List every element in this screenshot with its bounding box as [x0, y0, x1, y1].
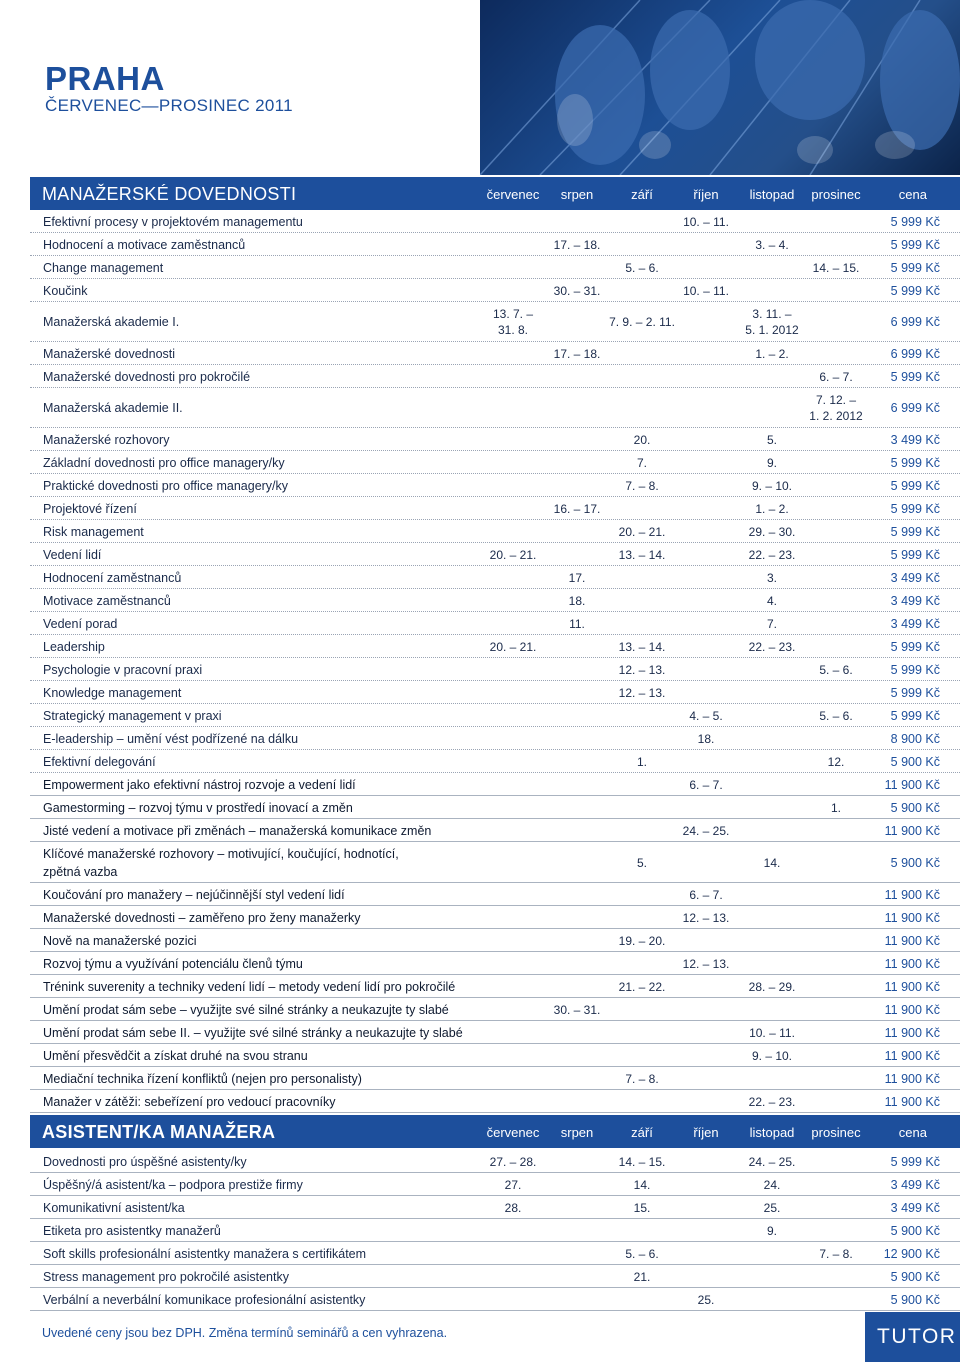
course-name: Leadership	[43, 639, 105, 654]
date-cell-srpen: 16. – 17.	[553, 501, 601, 516]
course-name: Soft skills profesionální asistentky manažera s certifikátem	[43, 1246, 367, 1261]
track-lines-graphic	[480, 0, 960, 175]
table-row	[30, 566, 960, 589]
date-cell-zari: 13. – 14.	[618, 547, 666, 562]
section-header-section1	[30, 177, 960, 210]
date-cell-srpen: 17. – 18.	[553, 346, 601, 361]
page-title: PRAHA	[45, 60, 165, 97]
date-cell-rijen: 25.	[697, 1292, 715, 1307]
date-cell-listopad: 1. – 2.	[755, 346, 789, 361]
date-cell-cervenec: 27.	[504, 1177, 522, 1192]
price-cell: 5 999 Kč	[890, 708, 940, 723]
price-cell: 3 499 Kč	[890, 593, 940, 608]
price-cell: 5 999 Kč	[890, 662, 940, 677]
table-row	[30, 1067, 960, 1090]
column-header: červenec	[486, 187, 540, 202]
footer-note: Uvedené ceny jsou bez DPH. Změna termínů seminářů a cen vyhrazena.	[42, 1326, 448, 1340]
date-cell-listopad: 14.	[763, 855, 781, 870]
price-cell: 3 499 Kč	[890, 570, 940, 585]
price-cell: 6 999 Kč	[890, 315, 940, 329]
course-name: Dovednosti pro úspěšné asistenty/ky	[43, 1154, 247, 1169]
header-photo-athletes	[480, 0, 960, 175]
date-cell-zari: 5.	[636, 855, 648, 870]
price-cell: 5 900 Kč	[890, 800, 940, 815]
table-row	[30, 1242, 960, 1265]
table-row	[30, 543, 960, 566]
date-cell-zari: 12. – 13.	[618, 685, 666, 700]
price-cell: 6 999 Kč	[890, 401, 940, 415]
course-name-line: Klíčové manažerské rozhovory – motivující, koučující, hodnotící,	[43, 847, 399, 861]
date-cell-zari: 5. – 6.	[625, 1246, 659, 1261]
column-header: listopad	[749, 1125, 795, 1140]
logo-text: TUTOR	[877, 1325, 957, 1348]
price-cell: 3 499 Kč	[890, 1177, 940, 1192]
course-name: Komunikativní asistent/ka	[43, 1200, 185, 1215]
date-line: 13. 7. –	[492, 307, 534, 321]
price-cell: 3 499 Kč	[890, 616, 940, 631]
table-row	[30, 210, 960, 233]
section-title: ASISTENT/KA MANAŽERA	[42, 1122, 276, 1142]
date-cell-rijen: 24. – 25.	[682, 823, 730, 838]
date-cell-zari: 13. – 14.	[618, 639, 666, 654]
price-cell: 5 900 Kč	[890, 754, 940, 769]
date-cell-zari: 5. – 6.	[625, 260, 659, 275]
course-name: Psychologie v pracovní praxi	[43, 662, 203, 677]
course-name: Mediační technika řízení konfliktů (nejen pro personalisty)	[43, 1071, 362, 1086]
date-cell-cervenec	[493, 306, 533, 338]
date-cell-zari: 19. – 20.	[618, 933, 666, 948]
course-name: Efektivní delegování	[43, 754, 156, 769]
course-name: Etiketa pro asistentky manažerů	[43, 1223, 221, 1238]
date-line: 1. 2. 2012	[809, 409, 863, 423]
price-cell: 6 999 Kč	[890, 346, 940, 361]
date-cell-srpen: 18.	[568, 593, 586, 608]
date-cell-zari: 20. – 21.	[618, 524, 666, 539]
date-cell-zari: 12. – 13.	[618, 662, 666, 677]
date-line: 7. 12. –	[815, 393, 857, 407]
price-cell: 11 900 Kč	[884, 1071, 940, 1086]
course-name: Stress management pro pokročilé asistentky	[43, 1269, 289, 1284]
date-cell-zari: 7. 9. – 2. 11.	[609, 315, 675, 329]
date-cell-srpen: 17. – 18.	[553, 237, 601, 252]
price-cell: 5 999 Kč	[890, 547, 940, 562]
course-name: Úspěšný/á asistent/ka – podpora prestiže firmy	[43, 1177, 303, 1192]
section-header-section2	[30, 1115, 960, 1148]
price-cell: 5 999 Kč	[890, 260, 940, 275]
price-cell: 11 900 Kč	[884, 823, 940, 838]
table-row	[30, 233, 960, 256]
price-cell: 5 999 Kč	[890, 639, 940, 654]
price-cell: 5 999 Kč	[890, 524, 940, 539]
date-cell-prosinec	[809, 392, 862, 424]
course-name: Projektové řízení	[43, 501, 137, 516]
table-row	[30, 727, 960, 750]
table-row	[30, 929, 960, 952]
date-cell-listopad: 5.	[766, 432, 778, 447]
date-cell-zari: 1.	[636, 754, 648, 769]
table-row	[30, 842, 960, 883]
date-cell-listopad: 22. – 23.	[748, 639, 796, 654]
price-cell: 5 999 Kč	[890, 501, 940, 516]
price-cell: 3 499 Kč	[890, 432, 940, 447]
date-cell-listopad: 24.	[763, 1177, 781, 1192]
price-cell: 8 900 Kč	[890, 731, 940, 746]
date-cell-listopad: 22. – 23.	[748, 1094, 796, 1109]
date-cell-zari: 7. – 8.	[625, 1071, 659, 1086]
date-cell-prosinec: 6. – 7.	[819, 369, 853, 384]
table-row	[30, 1265, 960, 1288]
date-cell-cervenec: 27. – 28.	[489, 1154, 537, 1169]
course-name: Rozvoj týmu a využívání potenciálu členů týmu	[43, 956, 303, 971]
course-name: Manažerské dovednosti – zaměřeno pro ženy manažerky	[43, 910, 361, 925]
table-row	[30, 497, 960, 520]
date-cell-listopad: 24. – 25.	[748, 1154, 796, 1169]
course-name: Hodnocení a motivace zaměstnanců	[43, 237, 246, 252]
table-row	[30, 1021, 960, 1044]
date-cell-prosinec: 1.	[830, 800, 842, 815]
course-name: Trénink suverenity a techniky vedení lidí – metody vedení lidí pro pokročilé	[43, 979, 456, 994]
price-cell: 11 900 Kč	[884, 1025, 940, 1040]
date-cell-zari: 7.	[636, 455, 648, 470]
table-row	[30, 256, 960, 279]
table-row	[30, 1090, 960, 1113]
date-cell-cervenec: 28.	[504, 1200, 522, 1215]
table-row	[30, 975, 960, 998]
date-cell-rijen: 12. – 13.	[682, 910, 730, 925]
course-name-line: zpětná vazba	[43, 865, 118, 879]
table-row	[30, 635, 960, 658]
date-line: 3. 11. –	[752, 307, 792, 321]
course-name: Gamestorming – rozvoj týmu v prostředí inovací a změn	[43, 800, 353, 815]
date-cell-listopad: 3.	[766, 570, 778, 585]
course-name: Koučink	[43, 283, 88, 298]
table-row	[30, 883, 960, 906]
table-row	[30, 750, 960, 773]
date-cell-prosinec: 5. – 6.	[819, 708, 853, 723]
date-cell-zari: 20.	[633, 432, 651, 447]
date-cell-rijen: 6. – 7.	[689, 887, 723, 902]
date-cell-listopad: 25.	[763, 1200, 781, 1215]
course-name: Manažerská akademie II.	[43, 401, 183, 415]
price-cell: 5 999 Kč	[890, 455, 940, 470]
date-cell-zari: 21.	[633, 1269, 651, 1284]
price-cell: 5 900 Kč	[890, 1223, 940, 1238]
course-name: Verbální a neverbální komunikace profesionální asistentky	[43, 1292, 366, 1307]
course-name: Manažerské dovednosti pro pokročilé	[43, 369, 251, 384]
table-row	[30, 1219, 960, 1242]
price-cell: 5 999 Kč	[890, 478, 940, 493]
column-header: září	[631, 1125, 653, 1140]
price-cell: 11 900 Kč	[884, 979, 940, 994]
date-cell-zari: 14. – 15.	[618, 1154, 666, 1169]
price-cell: 11 900 Kč	[884, 933, 940, 948]
price-cell: 5 999 Kč	[890, 1154, 940, 1169]
date-cell-zari: 14.	[633, 1177, 651, 1192]
table-row	[30, 1288, 960, 1311]
date-cell-zari: 7. – 8.	[625, 478, 659, 493]
price-cell: 5 999 Kč	[890, 214, 940, 229]
course-name: Empowerment jako efektivní nástroj rozvoje a vedení lidí	[43, 777, 356, 792]
column-header: prosinec	[811, 1125, 861, 1140]
table-row	[30, 658, 960, 681]
table-row	[30, 1196, 960, 1219]
course-name: Manažerské dovednosti	[43, 346, 176, 361]
price-cell: 5 999 Kč	[890, 369, 940, 384]
course-name: Nově na manažerské pozici	[43, 933, 197, 948]
table-row	[30, 589, 960, 612]
column-header: prosinec	[811, 187, 861, 202]
column-header: říjen	[693, 1125, 719, 1140]
column-header: září	[631, 187, 653, 202]
table-row	[30, 796, 960, 819]
course-name: Vedení lidí	[43, 547, 102, 562]
date-cell-rijen: 10. – 11.	[683, 283, 729, 298]
date-cell-srpen: 11.	[569, 616, 585, 631]
column-header: červenec	[486, 1125, 540, 1140]
price-cell: 3 499 Kč	[890, 1200, 940, 1215]
table-row	[30, 365, 960, 388]
date-cell-listopad: 7.	[766, 616, 778, 631]
course-name: Knowledge management	[43, 685, 182, 700]
price-cell: 11 900 Kč	[884, 1002, 940, 1017]
table-row	[30, 388, 960, 428]
date-cell-listopad: 9. – 10.	[751, 1048, 793, 1063]
date-cell-listopad: 29. – 30.	[748, 524, 796, 539]
column-header: listopad	[749, 187, 795, 202]
price-cell: 5 999 Kč	[890, 237, 940, 252]
table-row	[30, 1044, 960, 1067]
table-row	[30, 704, 960, 727]
date-cell-prosinec: 7. – 8.	[819, 1246, 853, 1261]
date-cell-rijen: 18.	[697, 731, 715, 746]
course-name: Koučování pro manažery – nejúčinnější styl vedení lidí	[43, 887, 345, 902]
price-cell: 11 900 Kč	[884, 910, 940, 925]
date-cell-listopad: 3. – 4.	[755, 237, 789, 252]
table-row	[30, 952, 960, 975]
column-header: srpen	[560, 187, 594, 202]
date-cell-srpen: 30. – 31.	[553, 1002, 601, 1017]
date-cell-rijen: 12. – 13.	[682, 956, 730, 971]
price-cell: 11 900 Kč	[884, 1048, 940, 1063]
table-row	[30, 1150, 960, 1173]
course-name: Umění přesvědčit a získat druhé na svou stranu	[43, 1048, 308, 1063]
price-cell: 5 999 Kč	[890, 685, 940, 700]
date-cell-listopad: 4.	[766, 593, 778, 608]
table-row	[30, 612, 960, 635]
page-subtitle: ČERVENEC—PROSINEC 2011	[45, 96, 293, 115]
column-header: cena	[898, 187, 927, 202]
table-row	[30, 819, 960, 842]
course-name: Manažer v zátěži: sebeřízení pro vedoucí pracovníky	[43, 1094, 336, 1109]
course-name: Motivace zaměstnanců	[43, 593, 171, 608]
column-header: říjen	[693, 187, 719, 202]
table-row	[30, 451, 960, 474]
date-cell-listopad: 10. – 11.	[749, 1025, 795, 1040]
course-name: Change management	[43, 260, 164, 275]
course-name: Jisté vedení a motivace při změnách – manažerská komunikace změn	[43, 823, 432, 838]
course-name	[43, 845, 399, 881]
table-row	[30, 906, 960, 929]
table-row	[30, 279, 960, 302]
date-cell-listopad: 28. – 29.	[748, 979, 796, 994]
date-cell-zari: 21. – 22.	[618, 979, 666, 994]
course-name: Manažerské rozhovory	[43, 432, 170, 447]
price-cell: 11 900 Kč	[884, 1094, 940, 1109]
price-cell: 11 900 Kč	[884, 887, 940, 902]
price-cell: 5 900 Kč	[890, 1269, 940, 1284]
tutor-logo	[865, 1312, 960, 1362]
date-cell-listopad: 22. – 23.	[748, 547, 796, 562]
price-cell: 5 999 Kč	[890, 283, 940, 298]
date-cell-srpen: 30. – 31.	[553, 283, 601, 298]
course-name: E-leadership – umění vést podřízené na dálku	[43, 731, 299, 746]
table-row	[30, 998, 960, 1021]
date-cell-prosinec: 14. – 15.	[812, 260, 860, 275]
course-name: Umění prodat sám sebe – využijte své silné stránky a neukazujte ty slabé	[43, 1002, 449, 1017]
table-row	[30, 1173, 960, 1196]
date-cell-cervenec: 20. – 21.	[489, 547, 537, 562]
price-cell: 11 900 Kč	[884, 777, 940, 792]
date-cell-prosinec: 12.	[827, 754, 845, 769]
course-name: Risk management	[43, 524, 144, 539]
table-row	[30, 773, 960, 796]
date-cell-rijen: 4. – 5.	[689, 708, 723, 723]
section-title: MANAŽERSKÉ DOVEDNOSTI	[42, 184, 297, 204]
price-cell: 5 900 Kč	[890, 855, 940, 870]
price-cell: 5 900 Kč	[890, 1292, 940, 1307]
date-cell-listopad: 9. – 10.	[751, 478, 793, 493]
course-name: Manažerská akademie I.	[43, 315, 180, 329]
date-cell-listopad: 9.	[766, 1223, 778, 1238]
date-cell-prosinec: 5. – 6.	[819, 662, 853, 677]
table-row	[30, 520, 960, 543]
price-cell: 11 900 Kč	[884, 956, 940, 971]
course-name: Praktické dovednosti pro office managery/ky	[43, 478, 289, 493]
column-header: srpen	[560, 1125, 594, 1140]
date-line: 31. 8.	[497, 323, 529, 337]
date-cell-rijen: 6. – 7.	[689, 777, 723, 792]
date-cell-listopad: 1. – 2.	[755, 501, 789, 516]
table-row	[30, 428, 960, 451]
table-row	[30, 342, 960, 365]
course-name: Hodnocení zaměstnanců	[43, 570, 182, 585]
course-name: Umění prodat sám sebe II. – využijte své silné stránky a neukazujte ty slabé	[43, 1025, 463, 1040]
date-cell-rijen: 10. – 11.	[683, 214, 729, 229]
date-cell-listopad: 9.	[766, 455, 778, 470]
date-cell-listopad	[745, 306, 798, 338]
date-line: 5. 1. 2012	[745, 323, 799, 337]
date-cell-cervenec: 20. – 21.	[489, 639, 537, 654]
table-row	[30, 302, 960, 342]
table-row	[30, 681, 960, 704]
course-name: Efektivní procesy v projektovém managementu	[43, 214, 303, 229]
course-name: Strategický management v praxi	[43, 708, 222, 723]
column-header: cena	[898, 1125, 927, 1140]
price-cell: 12 900 Kč	[883, 1246, 940, 1261]
date-cell-srpen: 17.	[568, 570, 586, 585]
date-cell-zari: 15.	[633, 1200, 651, 1215]
course-name: Vedení porad	[43, 616, 118, 631]
table-row	[30, 474, 960, 497]
course-name: Základní dovednosti pro office managery/ky	[43, 455, 285, 470]
